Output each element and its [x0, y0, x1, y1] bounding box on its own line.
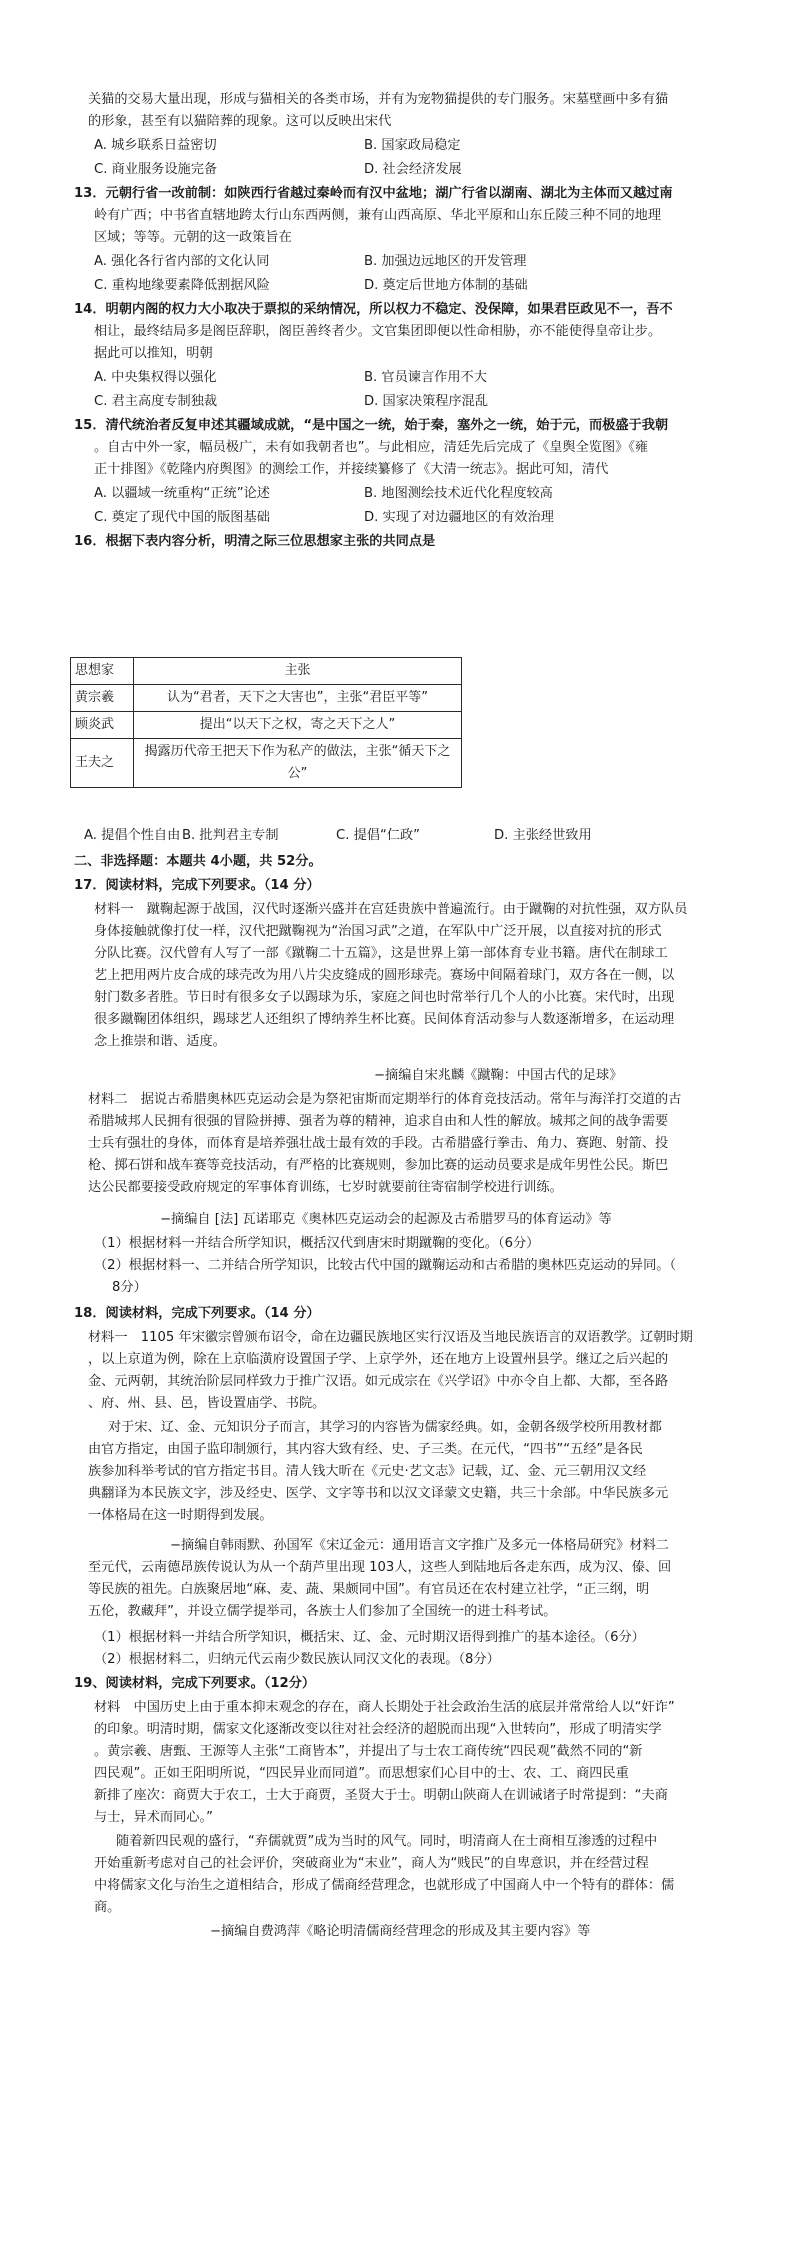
- text-line: 金、元两朝，其统治阶层同样致力于推广汉语。如元成宗在《兴学诏》中亦令自上都、大都，至各路: [88, 1374, 669, 1389]
- text-line: 岭有广西；中书省直辖地跨太行山东西两侧，兼有山西高原、华北平原和山东丘陵三种不同的地理: [94, 208, 662, 223]
- text-line: 材料一 蹴鞠起源于战国，汉代时逐渐兴盛并在宫廷贵族中普遍流行。由于蹴鞠的对抗性强，双方队员: [94, 902, 688, 917]
- text-line: （1）根据材料一并结合所学知识，概括宋、辽、金、元时期汉语得到推广的基本途径。（6分）: [94, 1630, 645, 1645]
- text-line: 正十排图》《乾隆内府舆图》的测绘工作，并接续纂修了《大清一统志》。据此可知，清代: [94, 462, 609, 477]
- text-line: 一体格局在这一时期得到发展。: [88, 1508, 273, 1523]
- text-line: 16．根据下表内容分析，明清之际三位思想家主张的共同点是: [74, 534, 436, 549]
- text-line: A. 强化各行省内部的文化认同: [94, 254, 270, 269]
- table-cell-claim: 揭露历代帝王把天下作为私产的做法，主张“循天下之公”: [134, 739, 462, 788]
- table-cell-claim: 提出“以天下之权，寄之天下之人”: [134, 712, 462, 739]
- table-header-claim: 主张: [134, 658, 462, 685]
- table-row: [71, 712, 462, 739]
- text-line: D. 社会经济发展: [364, 162, 462, 177]
- text-line: 典翻译为本民族文字，涉及经史、医学、文字等书和以汉文译蒙文史籍，共三十余部。中华民族多元: [88, 1486, 669, 1501]
- text-line: 与士，异术而同心。”: [94, 1810, 213, 1825]
- text-line: 艺上把用两片皮合成的球壳改为用八片尖皮缝成的圆形球壳。赛场中间隔着球门，双方各在一侧，以: [94, 968, 675, 983]
- text-line: 等民族的祖先。白族聚居地“麻、麦、蔬、果颇同中国”。有官员还在农村建立社学，“正三纲，明: [88, 1582, 650, 1597]
- text-line: −摘编自宋兆麟《蹴鞠：中国古代的足球》: [374, 1068, 623, 1083]
- text-line: 希腊城邦人民拥有很强的冒险拼搏、强者为尊的精神，追求自由和人性的解放。城邦之间的战争需要: [88, 1114, 669, 1129]
- text-line: 至元代，云南德昂族传说认为从一个葫芦里出现 103人，这些人到陆地后各走东西，成为汉、傣、回: [88, 1560, 672, 1575]
- text-line: A. 中央集权得以强化: [94, 370, 217, 385]
- text-line: C. 提倡“仁政”: [336, 828, 421, 843]
- text-line: 材料 中国历史上由于重本抑末观念的存在，商人长期处于社会政治生活的底层并常常给人以“奸诈”: [94, 1700, 675, 1715]
- text-line: D. 实现了对边疆地区的有效治理: [364, 510, 554, 525]
- text-line: （2）根据材料一、二并结合所学知识，比较古代中国的蹴鞠运动和古希腊的奥林匹克运动的异同。（: [94, 1258, 677, 1273]
- text-line: 14．明朝内阁的权力大小取决于票拟的采纳情况，所以权力不稳定、没保障，如果君臣政见不一，吾不: [74, 302, 673, 317]
- text-line: 达公民都要接受政府规定的军事体育训练，七岁时就要前往寄宿制学校进行训练。: [88, 1180, 563, 1195]
- text-line: （1）根据材料一并结合所学知识，概括汉代到唐宋时期蹴鞠的变化。（6分）: [94, 1236, 540, 1251]
- text-line: 材料二 据说古希腊奥林匹克运动会是为祭祀宙斯而定期举行的体育竞技活动。常年与海洋打交道的古: [88, 1092, 682, 1107]
- text-line: A. 城乡联系日益密切: [94, 138, 217, 153]
- text-line: −摘编自 [法] 瓦诺耶克《奥林匹克运动会的起源及古希腊罗马的体育运动》等: [160, 1212, 612, 1227]
- text-line: 随着新四民观的盛行，“弃儒就贾”成为当时的风气。同时，明清商人在士商相互渗透的过程中: [116, 1834, 658, 1849]
- text-line: 二、非选择题：本题共 4小题，共 52分。: [74, 854, 322, 869]
- text-line: 五伦，教藏拜”，并设立儒学提举司，各族士人们参加了全国统一的进士科考试。: [88, 1604, 557, 1619]
- table-row: [71, 685, 462, 712]
- text-line: ，以上京道为例，除在上京临潢府设置国子学、上京学外，还在地方上设置州县学。继辽之后兴起的: [88, 1352, 669, 1367]
- text-line: 射门数多者胜。节日时有很多女子以踢球为乐，家庭之间也时常举行几个人的小比赛。宋代时，出现: [94, 990, 675, 1005]
- text-line: B. 官员谏言作用不大: [364, 370, 487, 385]
- text-line: D. 主张经世致用: [494, 828, 592, 843]
- text-line: 对于宋、辽、金、元知识分子而言，其学习的内容皆为儒家经典。如，金朝各级学校所用教材都: [108, 1420, 662, 1435]
- table-row: [71, 739, 462, 788]
- text-line: （2）根据材料二，归纳元代云南少数民族认同汉文化的表现。（8分）: [94, 1652, 500, 1667]
- text-line: 19、阅读材料，完成下列要求。（12分）: [74, 1676, 316, 1691]
- text-line: C. 君主高度专制独裁: [94, 394, 218, 409]
- text-line: 由官方指定，由国子监印制颁行，其内容大致有经、史、子三类。在元代，“四书”“五经”是各民: [88, 1442, 643, 1457]
- text-line: 开始重新考虑对自己的社会评价，突破商业为“末业”，商人为“贱民”的自卑意识，并在经营过程: [94, 1856, 649, 1871]
- text-line: 分队比赛。汉代曾有人写了一部《蹴鞠二十五篇》，这是世界上第一部体育专业书籍。唐代在制球工: [94, 946, 668, 961]
- text-line: 相让，最终结局多是阁臣辞职，阁臣善终者少。文官集团即便以性命相胁，亦不能使得皇帝让步。: [94, 324, 662, 339]
- text-line: 四民观”。正如王阳明所说，“四民异业而同道”。而思想家们心目中的士、农、工、商四民重: [94, 1766, 629, 1781]
- table-cell-thinker: 王夫之: [71, 739, 134, 788]
- text-line: 15．清代统治者反复申述其疆域成就，“是中国之一统，始于秦，塞外之一统，始于元，而极盛于我朝: [74, 418, 669, 433]
- text-line: 新排了座次：商贾大于农工，士大于商贾，圣贤大于士。明朝山陕商人在训诫诸子时常提到：“夫商: [94, 1788, 668, 1803]
- question-16-table: [70, 657, 462, 788]
- text-line: 关猫的交易大量出现，形成与猫相关的各类市场，并有为宠物猫提供的专门服务。宋墓壁画中多有猫: [88, 92, 669, 107]
- text-line: 。自古中外一家，幅员极广，未有如我朝者也”。与此相应，清廷先后完成了《皇舆全览图》《雍: [94, 440, 649, 455]
- text-line: C. 重构地缘要素降低割据风险: [94, 278, 270, 293]
- text-line: A. 以疆域一统重构“正统”论述: [94, 486, 270, 501]
- text-line: 、府、州、县、邑，皆设置庙学、书院。: [88, 1396, 326, 1411]
- text-line: 身体接触就像打仗一样，汉代把蹴鞠视为“治国习武”之道，在军队中广泛开展，以直接对抗的形式: [94, 924, 662, 939]
- table-cell-claim: 认为“君者，天下之大害也”，主张“君臣平等”: [134, 685, 462, 712]
- text-line: −摘编自费鸿萍《略论明清儒商经营理念的形成及其主要内容》等: [210, 1924, 591, 1939]
- text-line: D. 国家决策程序混乱: [364, 394, 489, 409]
- text-line: 。黄宗羲、唐甄、王源等人主张“工商皆本”，并提出了与士农工商传统“四民观”截然不同的“新: [94, 1744, 643, 1759]
- text-line: 的印象。明清时期，儒家文化逐渐改变以往对社会经济的超脱而出现“入世转向”，形成了明清实学: [94, 1722, 662, 1737]
- text-line: 18．阅读材料，完成下列要求。（14 分）: [74, 1306, 320, 1321]
- text-line: B. 批判君主专制: [182, 828, 279, 843]
- text-line: A. 提倡个性自由: [84, 828, 181, 843]
- text-line: B. 地图测绘技术近代化程度较高: [364, 486, 553, 501]
- text-line: 材料一 1105 年宋徽宗曾颁布诏令，命在边疆民族地区实行汉语及当地民族语言的双语教学。辽朝时期: [88, 1330, 693, 1345]
- text-line: 商。: [94, 1900, 121, 1915]
- text-line: B. 国家政局稳定: [364, 138, 461, 153]
- text-line: C. 商业服务设施完备: [94, 162, 218, 177]
- text-line: C. 奠定了现代中国的版图基础: [94, 510, 270, 525]
- text-line: 中将儒家文化与治生之道相结合，形成了儒商经营理念，也就形成了中国商人中一个特有的群体：儒: [94, 1878, 675, 1893]
- text-line: 枪、掷石饼和战车赛等竞技活动，有严格的比赛规则，参加比赛的运动员要求是成年男性公民。斯巴: [88, 1158, 669, 1173]
- text-line: 念上推崇和谐、适度。: [94, 1034, 226, 1049]
- table-header-row: [71, 658, 462, 685]
- text-line: 的形象，甚至有以猫陪葬的现象。这可以反映出宋代: [88, 114, 392, 129]
- table-cell-thinker: 顾炎武: [71, 712, 134, 739]
- table-header-thinker: 思想家: [71, 658, 134, 685]
- text-line: 族参加科举考试的官方指定书目。清人钱大昕在《元史·艺文志》记载，辽、金、元三朝用汉文经: [88, 1464, 647, 1479]
- text-line: 据此可以推知，明朝: [94, 346, 213, 361]
- text-line: B. 加强边远地区的开发管理: [364, 254, 527, 269]
- table-cell-thinker: 黄宗羲: [71, 685, 134, 712]
- text-line: 区域；等等。元朝的这一政策旨在: [94, 230, 292, 245]
- text-line: D. 奠定后世地方体制的基础: [364, 278, 528, 293]
- text-line: 8分）: [112, 1280, 147, 1295]
- text-line: 士兵有强壮的身体，而体育是培养强壮战士最有效的手段。古希腊盛行拳击、角力、赛跑、射箭、投: [88, 1136, 669, 1151]
- text-line: 很多蹴鞠团体组织，踢球艺人还组织了博纳养生杯比赛。民间体育活动参与人数逐渐增多，在运动理: [94, 1012, 675, 1027]
- text-line: 13．元朝行省一改前制：如陕西行省越过秦岭而有汉中盆地；湖广行省以湖南、湖北为主体而又越过南: [74, 186, 673, 201]
- text-line: 17．阅读材料，完成下列要求。（14 分）: [74, 878, 320, 893]
- text-line: −摘编自韩雨默、孙国军《宋辽金元：通用语言文字推广及多元一体格局研究》材料二: [170, 1538, 669, 1553]
